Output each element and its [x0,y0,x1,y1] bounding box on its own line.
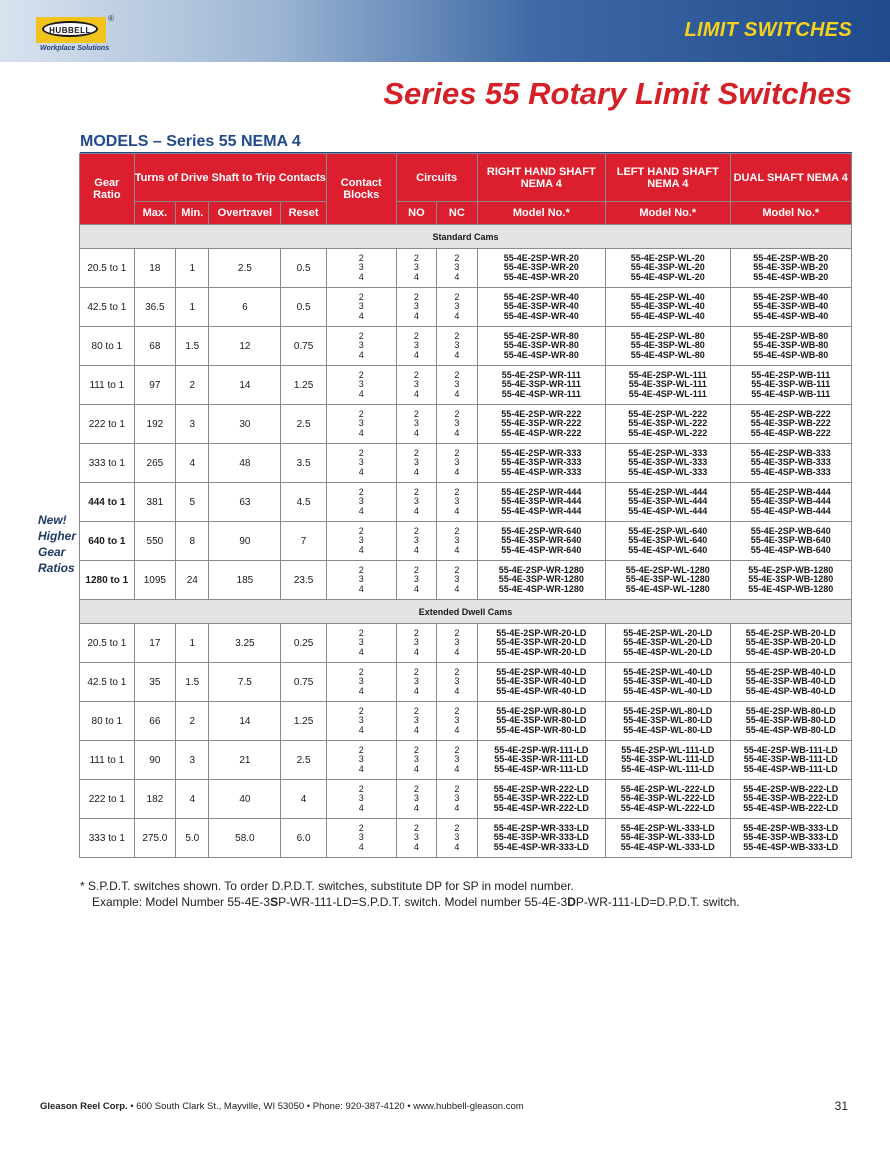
contact-blocks-cell: 2 3 4 [326,741,396,780]
dual-model-cell: 55-4E-2SP-WB-80-LD 55-4E-3SP-WB-80-LD 55-4E-4SP-WB-80-LD [730,702,852,741]
logo-subtitle: Workplace Solutions [40,45,110,52]
contact-blocks-cell: 2 3 4 [326,702,396,741]
min-header: Min. [176,202,209,225]
overtravel-cell: 7.5 [209,663,281,702]
no-cell: 2 3 4 [396,780,436,819]
overtravel-cell: 14 [209,366,281,405]
banner-title: LIMIT SWITCHES [684,19,852,41]
no-cell: 2 3 4 [396,327,436,366]
reset-cell: 4 [281,780,327,819]
left-hand-model-cell: 55-4E-2SP-WL-20-LD 55-4E-3SP-WL-20-LD 55-4E-4SP-WL-20-LD [606,624,730,663]
left-hand-model-cell: 55-4E-2SP-WL-222-LD 55-4E-3SP-WL-222-LD 55-4E-4SP-WL-222-LD [606,780,730,819]
right-hand-model-cell: 55-4E-2SP-WR-80-LD 55-4E-3SP-WR-80-LD 55-4E-4SP-WR-80-LD [477,702,605,741]
circuits-header: Circuits [396,154,477,202]
max-cell: 265 [134,444,175,483]
table-row [80,702,852,741]
dual-model-cell: 55-4E-2SP-WB-333-LD 55-4E-3SP-WB-333-LD 55-4E-4SP-WB-333-LD [730,819,852,858]
overtravel-cell: 48 [209,444,281,483]
no-cell: 2 3 4 [396,819,436,858]
gear-ratio-cell: 333 to 1 [80,819,135,858]
nc-cell: 2 3 4 [437,483,477,522]
right-hand-model-cell: 55-4E-2SP-WR-111-LD 55-4E-3SP-WR-111-LD 55-4E-4SP-WR-111-LD [477,741,605,780]
nc-cell: 2 3 4 [437,327,477,366]
page-number: 31 [834,1099,848,1113]
max-cell: 35 [134,663,175,702]
max-cell: 90 [134,741,175,780]
reset-cell: 4.5 [281,483,327,522]
max-cell: 192 [134,405,175,444]
max-header: Max. [134,202,175,225]
min-cell: 4 [176,444,209,483]
contact-blocks-cell: 2 3 4 [326,624,396,663]
nc-cell: 2 3 4 [437,819,477,858]
no-cell: 2 3 4 [396,741,436,780]
reset-cell: 3.5 [281,444,327,483]
table-row [80,741,852,780]
right-hand-model-cell: 55-4E-2SP-WR-444 55-4E-3SP-WR-444 55-4E-4SP-WR-444 [477,483,605,522]
max-cell: 182 [134,780,175,819]
left-hand-model-cell: 55-4E-2SP-WL-1280 55-4E-3SP-WL-1280 55-4E-4SP-WL-1280 [606,561,730,600]
no-cell: 2 3 4 [396,483,436,522]
min-cell: 1.5 [176,327,209,366]
dual-model-cell: 55-4E-2SP-WB-80 55-4E-3SP-WB-80 55-4E-4SP-WB-80 [730,327,852,366]
no-cell: 2 3 4 [396,366,436,405]
overtravel-cell: 3.25 [209,624,281,663]
page-title: Series 55 Rotary Limit Switches [383,76,852,111]
gear-ratio-cell: 222 to 1 [80,780,135,819]
nc-cell: 2 3 4 [437,249,477,288]
table-row [80,444,852,483]
dual-header: DUAL SHAFT NEMA 4 [730,154,852,202]
overtravel-cell: 30 [209,405,281,444]
gear-ratio-cell: 222 to 1 [80,405,135,444]
overtravel-cell: 40 [209,780,281,819]
overtravel-cell: 21 [209,741,281,780]
table-row [80,327,852,366]
max-cell: 17 [134,624,175,663]
overtravel-cell: 185 [209,561,281,600]
model-no-header-dual: Model No.* [730,202,852,225]
right-hand-model-cell: 55-4E-2SP-WR-640 55-4E-3SP-WR-640 55-4E-4SP-WR-640 [477,522,605,561]
right-hand-model-cell: 55-4E-2SP-WR-333 55-4E-3SP-WR-333 55-4E-4SP-WR-333 [477,444,605,483]
right-hand-model-cell: 55-4E-2SP-WR-333-LD 55-4E-3SP-WR-333-LD 55-4E-4SP-WR-333-LD [477,819,605,858]
min-cell: 5 [176,483,209,522]
min-cell: 8 [176,522,209,561]
right-hand-model-cell: 55-4E-2SP-WR-20 55-4E-3SP-WR-20 55-4E-4SP-WR-20 [477,249,605,288]
left-hand-model-cell: 55-4E-2SP-WL-40 55-4E-3SP-WL-40 55-4E-4SP-WL-40 [606,288,730,327]
reset-cell: 1.25 [281,366,327,405]
table-row [80,819,852,858]
nc-cell: 2 3 4 [437,702,477,741]
left-hand-model-cell: 55-4E-2SP-WL-333-LD 55-4E-3SP-WL-333-LD 55-4E-4SP-WL-333-LD [606,819,730,858]
models-title: MODELS – Series 55 NEMA 4 [80,133,301,150]
section-row [80,225,852,249]
nc-cell: 2 3 4 [437,522,477,561]
turns-header: Turns of Drive Shaft to Trip Contacts [134,154,326,202]
overtravel-cell: 6 [209,288,281,327]
gear-ratio-cell: 80 to 1 [80,702,135,741]
table-row [80,522,852,561]
gear-ratio-cell: 333 to 1 [80,444,135,483]
right-hand-model-cell: 55-4E-2SP-WR-1280 55-4E-3SP-WR-1280 55-4E-4SP-WR-1280 [477,561,605,600]
no-cell: 2 3 4 [396,624,436,663]
nc-cell: 2 3 4 [437,624,477,663]
max-cell: 18 [134,249,175,288]
gear-ratio-cell: 111 to 1 [80,366,135,405]
dual-model-cell: 55-4E-2SP-WB-333 55-4E-3SP-WB-333 55-4E-4SP-WB-333 [730,444,852,483]
max-cell: 66 [134,702,175,741]
dual-model-cell: 55-4E-2SP-WB-111 55-4E-3SP-WB-111 55-4E-4SP-WB-111 [730,366,852,405]
contact-blocks-cell: 2 3 4 [326,249,396,288]
right-hand-model-cell: 55-4E-2SP-WR-20-LD 55-4E-3SP-WR-20-LD 55-4E-4SP-WR-20-LD [477,624,605,663]
contact-blocks-cell: 2 3 4 [326,366,396,405]
min-cell: 1 [176,249,209,288]
footnote-example-a: Example: Model Number 55-4E-3 [92,895,271,909]
max-cell: 68 [134,327,175,366]
min-cell: 24 [176,561,209,600]
left-hand-model-cell: 55-4E-2SP-WL-222 55-4E-3SP-WL-222 55-4E-4SP-WL-222 [606,405,730,444]
gear-ratio-cell: 111 to 1 [80,741,135,780]
min-cell: 4 [176,780,209,819]
no-cell: 2 3 4 [396,249,436,288]
no-cell: 2 3 4 [396,288,436,327]
reset-cell: 7 [281,522,327,561]
table-row [80,561,852,600]
model-no-header-lh: Model No.* [606,202,730,225]
left-hand-model-cell: 55-4E-2SP-WL-80 55-4E-3SP-WL-80 55-4E-4SP-WL-80 [606,327,730,366]
reset-header: Reset [281,202,327,225]
max-cell: 275.0 [134,819,175,858]
left-hand-model-cell: 55-4E-2SP-WL-80-LD 55-4E-3SP-WL-80-LD 55-4E-4SP-WL-80-LD [606,702,730,741]
min-cell: 1 [176,624,209,663]
section-title: Standard Cams [80,225,852,249]
nc-cell: 2 3 4 [437,741,477,780]
contact-blocks-cell: 2 3 4 [326,288,396,327]
dual-model-cell: 55-4E-2SP-WB-20-LD 55-4E-3SP-WB-20-LD 55-4E-4SP-WB-20-LD [730,624,852,663]
gear-ratio-header: Gear Ratio [80,154,135,225]
dual-model-cell: 55-4E-2SP-WB-444 55-4E-3SP-WB-444 55-4E-4SP-WB-444 [730,483,852,522]
contact-blocks-cell: 2 3 4 [326,483,396,522]
contact-blocks-cell: 2 3 4 [326,405,396,444]
gear-ratio-cell: 20.5 to 1 [80,624,135,663]
table-row [80,780,852,819]
table-row [80,249,852,288]
footnote-example-e: P-WR-111-LD=D.P.D.T. switch. [575,895,740,909]
hubbell-logo [36,17,106,43]
right-hand-model-cell: 55-4E-2SP-WR-222 55-4E-3SP-WR-222 55-4E-4SP-WR-222 [477,405,605,444]
nc-cell: 2 3 4 [437,288,477,327]
nc-cell: 2 3 4 [437,663,477,702]
models-table [79,153,852,858]
contact-blocks-cell: 2 3 4 [326,663,396,702]
contact-blocks-cell: 2 3 4 [326,522,396,561]
table-row [80,483,852,522]
dual-model-cell: 55-4E-2SP-WB-40-LD 55-4E-3SP-WB-40-LD 55-4E-4SP-WB-40-LD [730,663,852,702]
gear-ratio-cell: 1280 to 1 [80,561,135,600]
gear-ratio-cell: 20.5 to 1 [80,249,135,288]
overtravel-cell: 12 [209,327,281,366]
right-hand-model-cell: 55-4E-2SP-WR-80 55-4E-3SP-WR-80 55-4E-4SP-WR-80 [477,327,605,366]
no-cell: 2 3 4 [396,444,436,483]
overtravel-cell: 2.5 [209,249,281,288]
gear-ratio-cell: 42.5 to 1 [80,288,135,327]
footer-address [40,1101,524,1112]
overtravel-cell: 58.0 [209,819,281,858]
no-cell: 2 3 4 [396,702,436,741]
footnote-example-b: S [270,895,279,909]
reset-cell: 23.5 [281,561,327,600]
section-row [80,600,852,624]
reset-cell: 2.5 [281,741,327,780]
left-hand-header: LEFT HAND SHAFT NEMA 4 [606,154,730,202]
reset-cell: 0.5 [281,249,327,288]
nc-cell: 2 3 4 [437,405,477,444]
logo-registered-mark: ® [108,14,114,23]
table-row [80,366,852,405]
max-cell: 381 [134,483,175,522]
nc-cell: 2 3 4 [437,366,477,405]
left-hand-model-cell: 55-4E-2SP-WL-444 55-4E-3SP-WL-444 55-4E-4SP-WL-444 [606,483,730,522]
left-hand-model-cell: 55-4E-2SP-WL-20 55-4E-3SP-WL-20 55-4E-4SP-WL-20 [606,249,730,288]
table-row [80,624,852,663]
right-hand-model-cell: 55-4E-2SP-WR-222-LD 55-4E-3SP-WR-222-LD 55-4E-4SP-WR-222-LD [477,780,605,819]
footnote-example-d: D [567,895,576,909]
left-hand-model-cell: 55-4E-2SP-WL-333 55-4E-3SP-WL-333 55-4E-4SP-WL-333 [606,444,730,483]
min-cell: 3 [176,741,209,780]
no-cell: 2 3 4 [396,522,436,561]
gear-ratio-cell: 80 to 1 [80,327,135,366]
table-row [80,288,852,327]
left-hand-model-cell: 55-4E-2SP-WL-40-LD 55-4E-3SP-WL-40-LD 55-4E-4SP-WL-40-LD [606,663,730,702]
footnote-example-c: P-WR-111-LD=S.P.D.T. switch. Model number 55-4E-3 [278,895,568,909]
dual-model-cell: 55-4E-2SP-WB-222 55-4E-3SP-WB-222 55-4E-4SP-WB-222 [730,405,852,444]
reset-cell: 0.75 [281,663,327,702]
left-hand-model-cell: 55-4E-2SP-WL-640 55-4E-3SP-WL-640 55-4E-4SP-WL-640 [606,522,730,561]
min-cell: 1 [176,288,209,327]
no-cell: 2 3 4 [396,561,436,600]
right-hand-model-cell: 55-4E-2SP-WR-40 55-4E-3SP-WR-40 55-4E-4SP-WR-40 [477,288,605,327]
min-cell: 2 [176,702,209,741]
footnote-line-1: * S.P.D.T. switches shown. To order D.P.D.T. switches, substitute DP for SP in model number. [80,879,574,893]
logo-text: HUBBELL [42,21,98,37]
nc-cell: 2 3 4 [437,444,477,483]
max-cell: 97 [134,366,175,405]
section-title: Extended Dwell Cams [80,600,852,624]
contact-blocks-cell: 2 3 4 [326,780,396,819]
max-cell: 1095 [134,561,175,600]
max-cell: 36.5 [134,288,175,327]
max-cell: 550 [134,522,175,561]
dual-model-cell: 55-4E-2SP-WB-222-LD 55-4E-3SP-WB-222-LD 55-4E-4SP-WB-222-LD [730,780,852,819]
overtravel-header: Overtravel [209,202,281,225]
min-cell: 2 [176,366,209,405]
gear-ratio-cell: 640 to 1 [80,522,135,561]
reset-cell: 2.5 [281,405,327,444]
reset-cell: 0.75 [281,327,327,366]
no-header: NO [396,202,436,225]
left-hand-model-cell: 55-4E-2SP-WL-111-LD 55-4E-3SP-WL-111-LD 55-4E-4SP-WL-111-LD [606,741,730,780]
reset-cell: 6.0 [281,819,327,858]
min-cell: 5.0 [176,819,209,858]
reset-cell: 0.25 [281,624,327,663]
right-hand-header: RIGHT HAND SHAFT NEMA 4 [477,154,605,202]
footer-details: • 600 South Clark St., Mayville, WI 53050 • Phone: 920-387-4120 • www.hubbell-gleason.com [127,1101,524,1112]
new-note-text: New! Higher Gear Ratios [38,513,77,575]
table-row [80,663,852,702]
gear-ratio-cell: 444 to 1 [80,483,135,522]
min-cell: 3 [176,405,209,444]
model-no-header-rh: Model No.* [477,202,605,225]
nc-cell: 2 3 4 [437,780,477,819]
left-hand-model-cell: 55-4E-2SP-WL-111 55-4E-3SP-WL-111 55-4E-4SP-WL-111 [606,366,730,405]
no-cell: 2 3 4 [396,405,436,444]
contact-blocks-cell: 2 3 4 [326,444,396,483]
overtravel-cell: 63 [209,483,281,522]
new-higher-gear-ratios-note [38,512,82,576]
contact-blocks-cell: 2 3 4 [326,819,396,858]
nc-cell: 2 3 4 [437,561,477,600]
footnote-line-2 [92,895,740,909]
contact-blocks-cell: 2 3 4 [326,327,396,366]
dual-model-cell: 55-4E-2SP-WB-1280 55-4E-3SP-WB-1280 55-4E-4SP-WB-1280 [730,561,852,600]
dual-model-cell: 55-4E-2SP-WB-40 55-4E-3SP-WB-40 55-4E-4SP-WB-40 [730,288,852,327]
dual-model-cell: 55-4E-2SP-WB-20 55-4E-3SP-WB-20 55-4E-4SP-WB-20 [730,249,852,288]
right-hand-model-cell: 55-4E-2SP-WR-40-LD 55-4E-3SP-WR-40-LD 55-4E-4SP-WR-40-LD [477,663,605,702]
min-cell: 1.5 [176,663,209,702]
gear-ratio-cell: 42.5 to 1 [80,663,135,702]
overtravel-cell: 14 [209,702,281,741]
dual-model-cell: 55-4E-2SP-WB-111-LD 55-4E-3SP-WB-111-LD 55-4E-4SP-WB-111-LD [730,741,852,780]
footer-company: Gleason Reel Corp. [40,1101,128,1112]
reset-cell: 0.5 [281,288,327,327]
overtravel-cell: 90 [209,522,281,561]
reset-cell: 1.25 [281,702,327,741]
models-table-body [80,225,852,858]
nc-header: NC [437,202,477,225]
no-cell: 2 3 4 [396,663,436,702]
dual-model-cell: 55-4E-2SP-WB-640 55-4E-3SP-WB-640 55-4E-4SP-WB-640 [730,522,852,561]
table-row [80,405,852,444]
contact-blocks-header: Contact Blocks [326,154,396,225]
contact-blocks-cell: 2 3 4 [326,561,396,600]
right-hand-model-cell: 55-4E-2SP-WR-111 55-4E-3SP-WR-111 55-4E-4SP-WR-111 [477,366,605,405]
